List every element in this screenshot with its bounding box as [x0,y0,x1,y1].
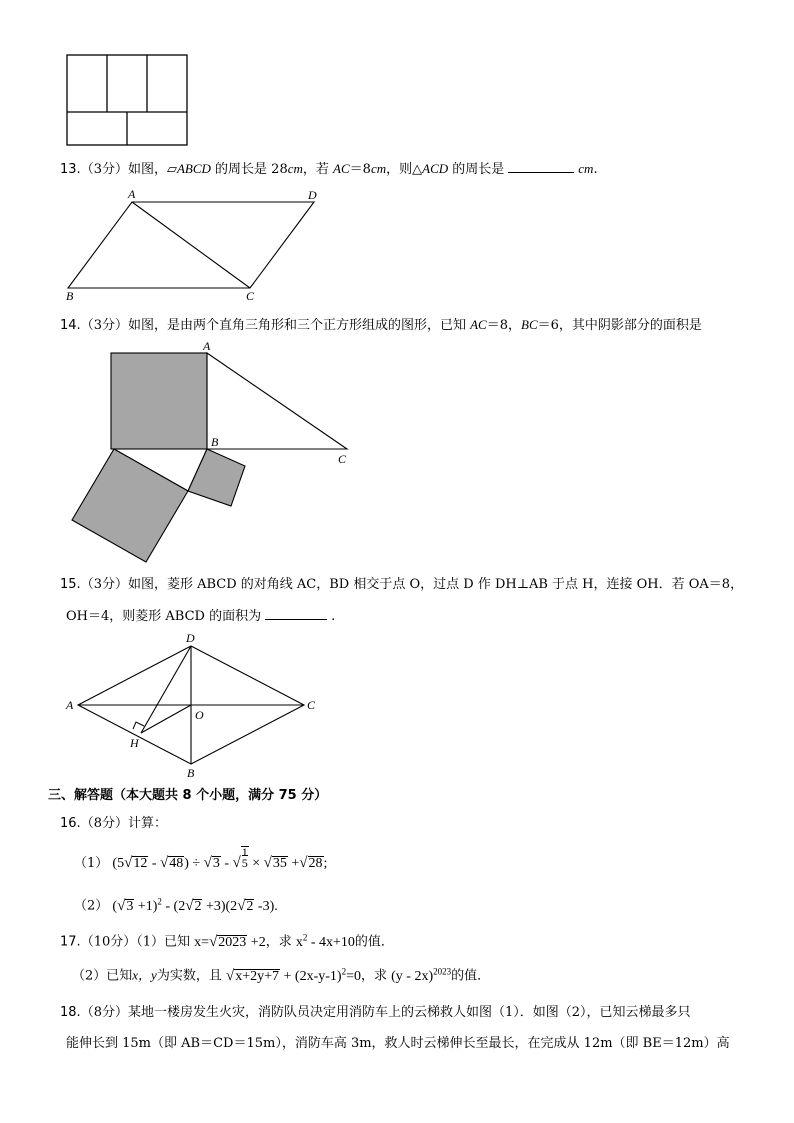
q14-eq2: ＝6，其中阴影部分的面积是 [537,318,702,333]
label-o: O [195,708,204,722]
label-c: C [307,698,316,712]
label-c: C [338,452,347,466]
label-b: B [211,435,219,449]
q15-number: 15. [60,577,81,592]
q14-bc: BC [521,317,538,332]
label-b: B [66,289,74,303]
triangle-abc [207,353,347,449]
q16-text: 计算： [127,816,167,831]
label-h: H [130,736,139,750]
diagonal-ac [132,202,250,288]
squares-triangles-figure [60,338,360,570]
q14-text: 如图，是由两个直角三角形和三个正方形组成的图形，已知 [127,318,471,333]
q16-part-1 [74,846,327,875]
q13-tri: ACD [422,161,449,176]
q16-score: （8分） [80,816,128,831]
q17-p2-mid: 为实数，且 [156,968,222,984]
rectangle-grid-figure [64,52,192,148]
section-heading: 三、解答题（本大题共 8 个小题，满分 75 分） [48,788,328,803]
label-d: D [186,631,195,645]
q16-part-2 [74,890,278,918]
q13-text: 如图，▱ [127,162,177,177]
q17-p2-end: 的值． [451,968,491,984]
q13-number: 13. [60,162,81,177]
q17-p2-vars: x，y [132,967,157,983]
label-a: A [66,698,74,712]
q17-p2-mid2: ，求 [360,968,387,984]
q13-answer-blank[interactable] [508,160,574,173]
q14-eq1: ＝8， [486,318,522,333]
question-17 [60,928,394,952]
q17-p1-mid: ，求 [265,934,292,950]
q15-text-2: OH＝4，则菱形 ABCD 的面积为 [66,609,262,624]
q14-number: 14. [60,318,81,333]
question-15-line-2 [66,607,335,626]
shaded-square-small [188,449,245,506]
q18-text-1: 某地一楼房发生火灾，消防队员决定用消防车上的云梯救人如图（1）．如图（2），已知云梯最多只 [127,1005,691,1020]
question-16 [60,815,167,833]
question-18-line-2 [66,1035,730,1053]
q13-unit3: cm [578,161,594,176]
q15-end: . [331,609,336,624]
q17-p2-condition: $√x+2y+7 + (2x-y-1)^2=0$ [225,966,361,984]
q14-score: （3分） [80,318,128,333]
question-13 [60,160,598,179]
q13-name: ABCD [176,161,211,176]
q15-text-1: 如图，菱形 ABCD 的对角线 AC，BD 相交于点 O，过点 D 作 DH⊥AB 于点 H，连接 OH．若 OA＝8， [127,577,744,592]
q13-end: . [593,162,598,177]
q16-number: 16. [60,816,81,831]
right-angle-mark [133,722,144,729]
q17-p1-end: 的值． [354,934,394,950]
q17-p2-expression: (y - 2x)$^{2023}$ [391,966,452,984]
q13-text-f: 的周长是 [448,162,505,177]
q15-answer-blank[interactable] [265,607,327,620]
label-c: C [246,289,255,303]
q16-p2-label: （2） [74,898,109,914]
label-b: B [187,766,195,778]
question-14 [60,316,702,335]
q17-score: （10分） [80,934,137,950]
q13-text-b: 的周长是 28 [210,162,288,177]
q13-seg: AC [333,161,350,176]
q13-text-c: ，若 [302,162,334,177]
label-d: D [308,188,317,202]
q17-p2-label: （2）已知 [72,968,133,984]
q13-score: （3分） [80,162,128,177]
shaded-square-left [72,449,188,562]
q17-p1-expression: $x^2 - 4x+10$ [295,932,355,950]
q17-p1-condition: x=√2023 +2 [194,933,266,950]
q17-part-2 [72,960,490,988]
label-a: A [203,339,211,353]
q15-score: （3分） [80,577,128,592]
q13-text-d: ＝8 [349,162,371,177]
q18-number: 18. [60,1005,81,1020]
label-a: A [128,187,136,201]
q18-text-2: 能伸长到 15m（即 AB＝CD＝15m），消防车高 3m，救人时云梯伸长至最长，在完成从 12m（即 BE＝12m）高 [66,1036,730,1051]
q13-unit1: cm [287,161,303,176]
rhombus-figure [62,630,332,778]
q14-ac: AC [470,317,487,332]
q17-p1-label: （1）已知 [136,934,191,950]
q17-number: 17. [60,934,81,950]
q16-p1-expression: (5√12 - √48) ÷ √3 - √1 5 × √35 +√28; [112,845,328,871]
q13-text-e: ，则△ [386,162,423,177]
q16-p1-label: （1） [74,856,109,871]
q16-p2-expression: $(√3 +1)^2 - (2√2 +3)(2√2$ -3). [112,896,278,914]
question-18-line-1 [60,1004,691,1022]
parallelogram-figure [58,186,328,304]
q18-score: （8分） [80,1005,128,1020]
q13-unit2: cm [370,161,387,176]
question-15-line-1 [60,576,743,594]
shaded-square-large [111,353,207,449]
